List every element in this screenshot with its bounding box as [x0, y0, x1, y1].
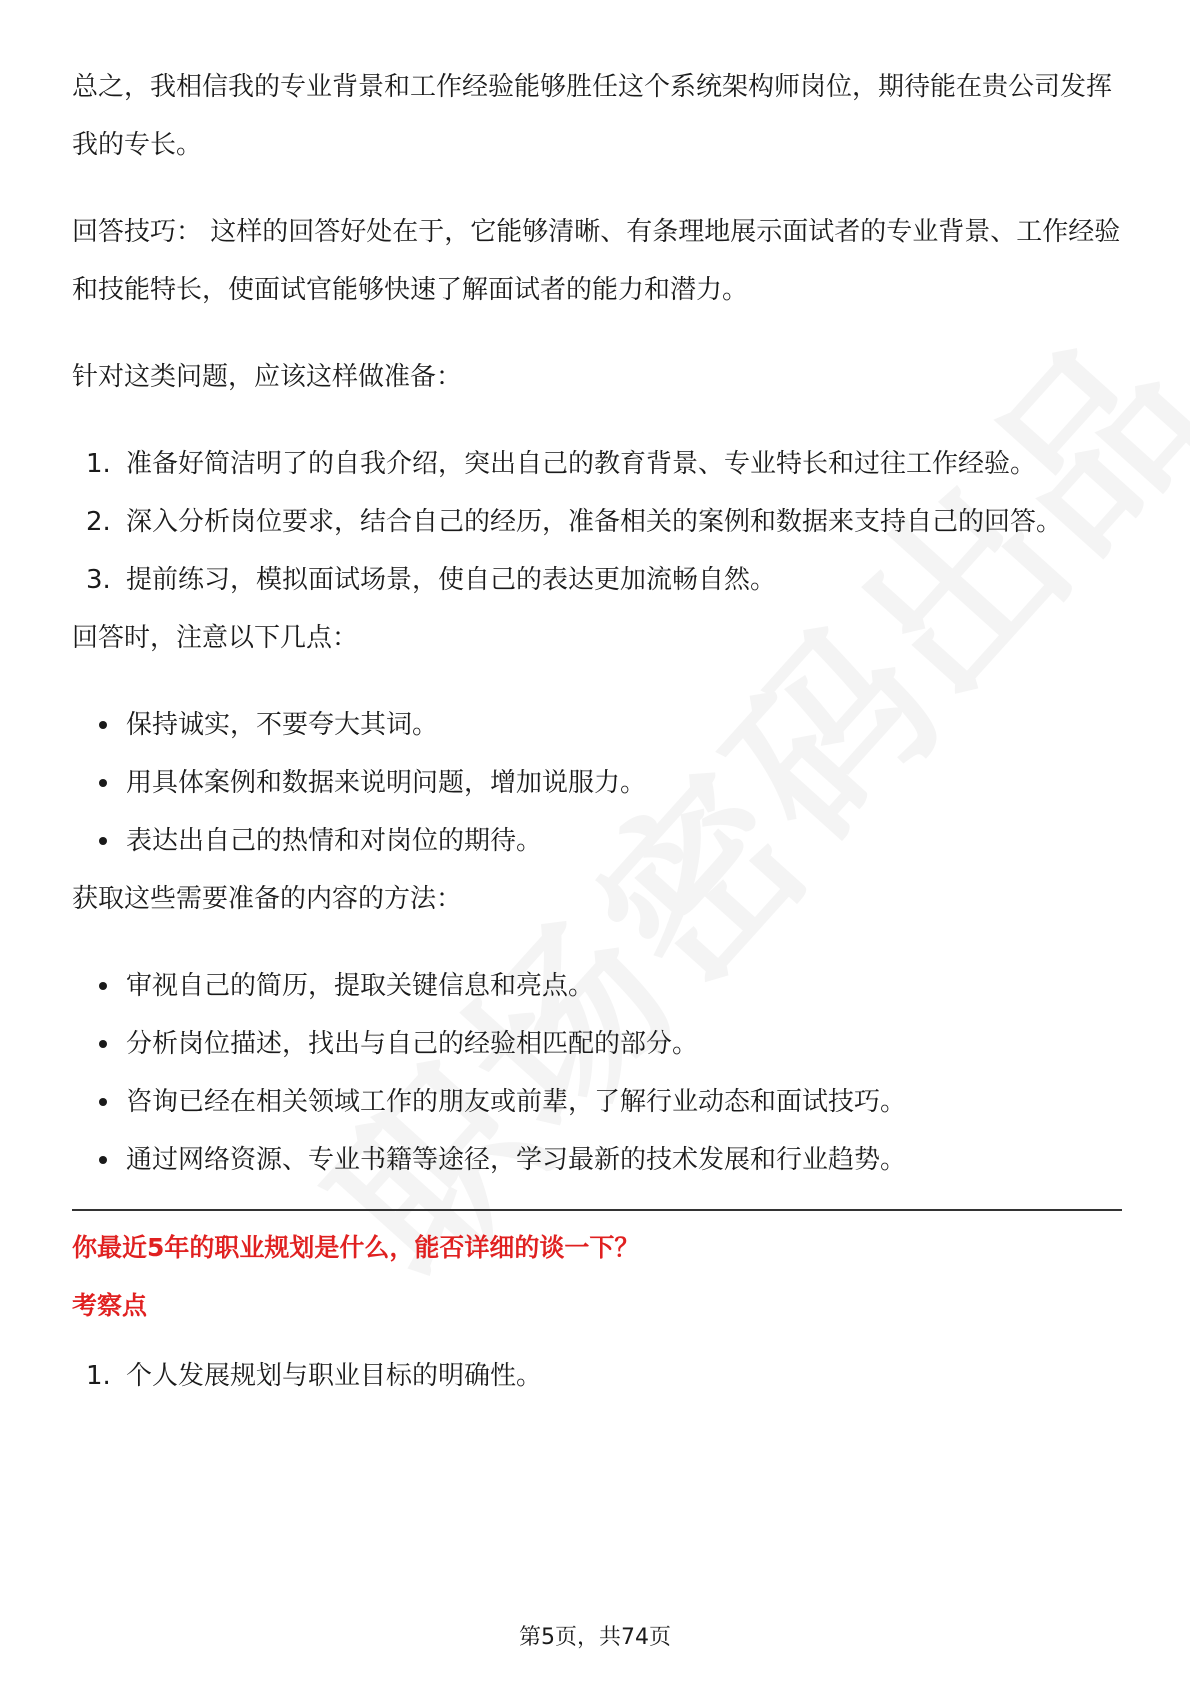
bullet-icon [99, 721, 107, 729]
obtain-intro: 获取这些需要准备的内容的方法： [72, 884, 463, 914]
list-number: 1. [86, 449, 111, 479]
answer-intro: 回答时，注意以下几点： [72, 623, 359, 653]
list-item [72, 551, 1122, 609]
answer-tips-paragraph: 回答技巧： 这样的回答好处在于，它能够清晰、有条理地展示面试者的专业背景、工作经验和技能特长，使面试官能够快速了解面试者的能力和潜力。 [72, 217, 1121, 305]
bullet-icon [99, 779, 107, 787]
answer-points-list [72, 696, 1122, 870]
list-item-text: 通过网络资源、专业书籍等途径，学习最新的技术发展和行业趋势。 [126, 1145, 907, 1175]
section-divider [72, 1209, 1122, 1211]
list-item-text: 审视自己的简历，提取关键信息和亮点。 [126, 971, 595, 1001]
list-number: 3. [86, 565, 111, 595]
list-item-text: 提前练习，模拟面试场景，使自己的表达更加流畅自然。 [126, 565, 777, 595]
list-item [72, 493, 1122, 551]
conclusion-paragraph: 总之，我相信我的专业背景和工作经验能够胜任这个系统架构师岗位，期待能在贵公司发挥我的专长。 [72, 72, 1113, 160]
list-item-text: 分析岗位描述，找出与自己的经验相匹配的部分。 [126, 1029, 699, 1059]
page-number-footer: 第5页，共74页 [519, 1625, 671, 1650]
list-number: 2. [86, 507, 111, 537]
bullet-icon [99, 982, 107, 990]
question-subheading: 考察点 [72, 1291, 148, 1320]
list-item [72, 1131, 1122, 1189]
list-item [72, 754, 1122, 812]
list-item [72, 435, 1122, 493]
list-item-text: 用具体案例和数据来说明问题，增加说服力。 [126, 768, 647, 798]
prepare-intro: 针对这类问题，应该这样做准备： [72, 362, 463, 392]
list-item [72, 957, 1122, 1015]
list-item [72, 1015, 1122, 1073]
prepare-steps-list [72, 435, 1122, 609]
list-item-text: 深入分析岗位要求，结合自己的经历，准备相关的案例和数据来支持自己的回答。 [126, 507, 1063, 537]
assessment-points-list [72, 1347, 1122, 1405]
list-item [72, 812, 1122, 870]
question-title: 你最近5年的职业规划是什么，能否详细的谈一下？ [72, 1233, 640, 1262]
bullet-icon [99, 1098, 107, 1106]
list-item-text: 保持诚实，不要夸大其词。 [126, 710, 439, 740]
list-item-text: 表达出自己的热情和对岗位的期待。 [126, 826, 543, 856]
list-item [72, 1073, 1122, 1131]
obtain-methods-list [72, 957, 1122, 1189]
list-item [72, 1347, 1122, 1405]
list-number: 1. [86, 1361, 111, 1391]
list-item-text: 咨询已经在相关领域工作的朋友或前辈，了解行业动态和面试技巧。 [126, 1087, 907, 1117]
list-item [72, 696, 1122, 754]
bullet-icon [99, 1040, 107, 1048]
list-item-text: 准备好简洁明了的自我介绍，突出自己的教育背景、专业特长和过往工作经验。 [126, 449, 1037, 479]
bullet-icon [99, 1156, 107, 1164]
bullet-icon [99, 837, 107, 845]
page-content [72, 58, 1122, 1405]
list-item-text: 个人发展规划与职业目标的明确性。 [126, 1361, 543, 1391]
